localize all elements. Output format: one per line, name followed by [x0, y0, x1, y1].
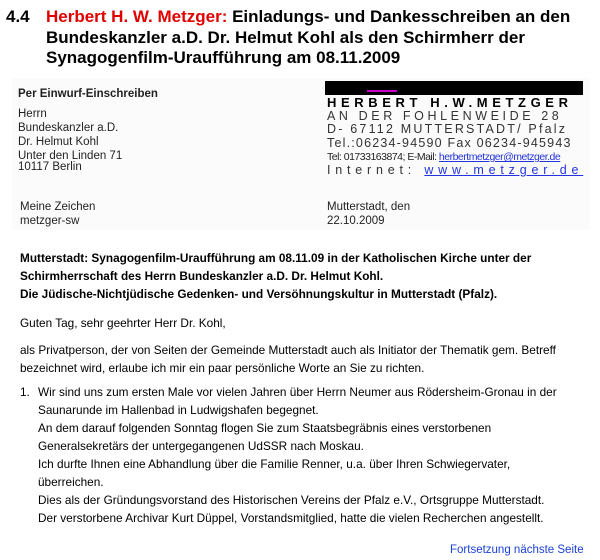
item-line: Saunarunde im Hallenbad in Ludwigshafen begegnet. [38, 403, 319, 417]
recipient-city: 10117 Berlin [18, 161, 82, 173]
letter-date: 22.10.2009 [327, 215, 385, 227]
intro-line: bezeichnet wird, erlaube ich mir ein paar persönliche Worte an Sie zu richten. [20, 361, 425, 375]
heading-title: Einladungs- und Dankesschreiben an den Bundeskanzler a.D. Dr. Helmut Kohl als den Schirmherr der Synagogenfilm-Uraufführung am 08.11.2009 [46, 7, 571, 67]
subject-line: Schirmherrschaft des Herrn Bundeskanzler a.D. Dr. Helmut Kohl. [20, 269, 384, 283]
item-paragraph [38, 383, 557, 527]
subject-line: Die Jüdische-Nichtjüdische Gedenken- und Versöhnungskultur in Mutterstadt (Pfalz). [20, 287, 498, 301]
date-label: Mutterstadt, den [327, 201, 411, 213]
item-line: Generalsekretärs der untergegangenen UdSSR nach Moskau. [38, 439, 364, 453]
subject [20, 249, 531, 303]
item-line: Der verstorbene Archivar Kurt Düppel, Vorstandsmitglied, hatte die vielen Recherchen angestellt. [38, 511, 544, 525]
subject-line: Mutterstadt: Synagogenfilm-Uraufführung am 08.11.09 in der Katholischen Kirche unter der [20, 251, 532, 265]
recipient-line: Bundeskanzler a.D. [18, 122, 119, 134]
reference-label: Meine Zeichen [20, 201, 96, 213]
sender-mobile: Tel: 01733163874; E-Mail: [327, 151, 439, 163]
recipient-line: Unter den Linden 71 [18, 150, 123, 162]
website-link[interactable]: www.metzger.de [424, 163, 584, 177]
item-line: Ich durfte Ihnen eine Abhandlung über die Familie Renner, u.a. über Ihren Schwiegervater, [38, 457, 511, 471]
intro-line: als Privatperson, der von Seiten der Gemeinde Mutterstadt auch als Initiator der Thematik gem. Betreff [20, 343, 556, 357]
item-line: Wir sind uns zum ersten Male vor vielen Jahren über Herrn Neumer aus Rödersheim-Gronau in der [38, 385, 557, 399]
intro-paragraph [20, 341, 556, 377]
continued-next-page: Fortsetzung nächste Seite [450, 544, 584, 556]
sender-phone: Tel.:06234-94590 Fax 06234-945943 [327, 135, 572, 150]
sender-name: HERBERT H.W.METZGER [327, 95, 573, 110]
item-line: Dies als der Gründungsvorstand des Historischen Vereins der Pfalz e.V., Ortsgruppe Mutterstadt. [38, 493, 545, 507]
sender-city: D- 67112 MUTTERSTADT/ Pfalz [327, 122, 568, 136]
item-line: überreichen. [38, 475, 104, 489]
email-link[interactable]: herbertmetzger@metzger.de [438, 151, 561, 163]
internet-label: Internet: [327, 163, 425, 177]
delivery-method: Per Einwurf-Einschreiben [18, 88, 158, 100]
recipient-line: Herrn [18, 108, 47, 120]
sender-letterhead [327, 96, 583, 178]
item-line: An dem darauf folgenden Sonntag flogen Sie zum Staatsbegräbnis eines verstorbenen [38, 421, 492, 435]
greeting: Guten Tag, sehr geehrter Herr Dr. Kohl, [20, 316, 226, 330]
reference-value: metzger-sw [20, 215, 80, 227]
section-number: 4.4 [6, 7, 30, 26]
author-name: Herbert H. W. Metzger: [46, 7, 228, 26]
letterhead-bar [325, 81, 583, 95]
sender-street: AN DER FOHLENWEIDE 28 [327, 108, 563, 123]
item-number: 1. [20, 385, 30, 399]
recipient-line: Dr. Helmut Kohl [18, 136, 99, 148]
recipient-address [18, 107, 122, 163]
